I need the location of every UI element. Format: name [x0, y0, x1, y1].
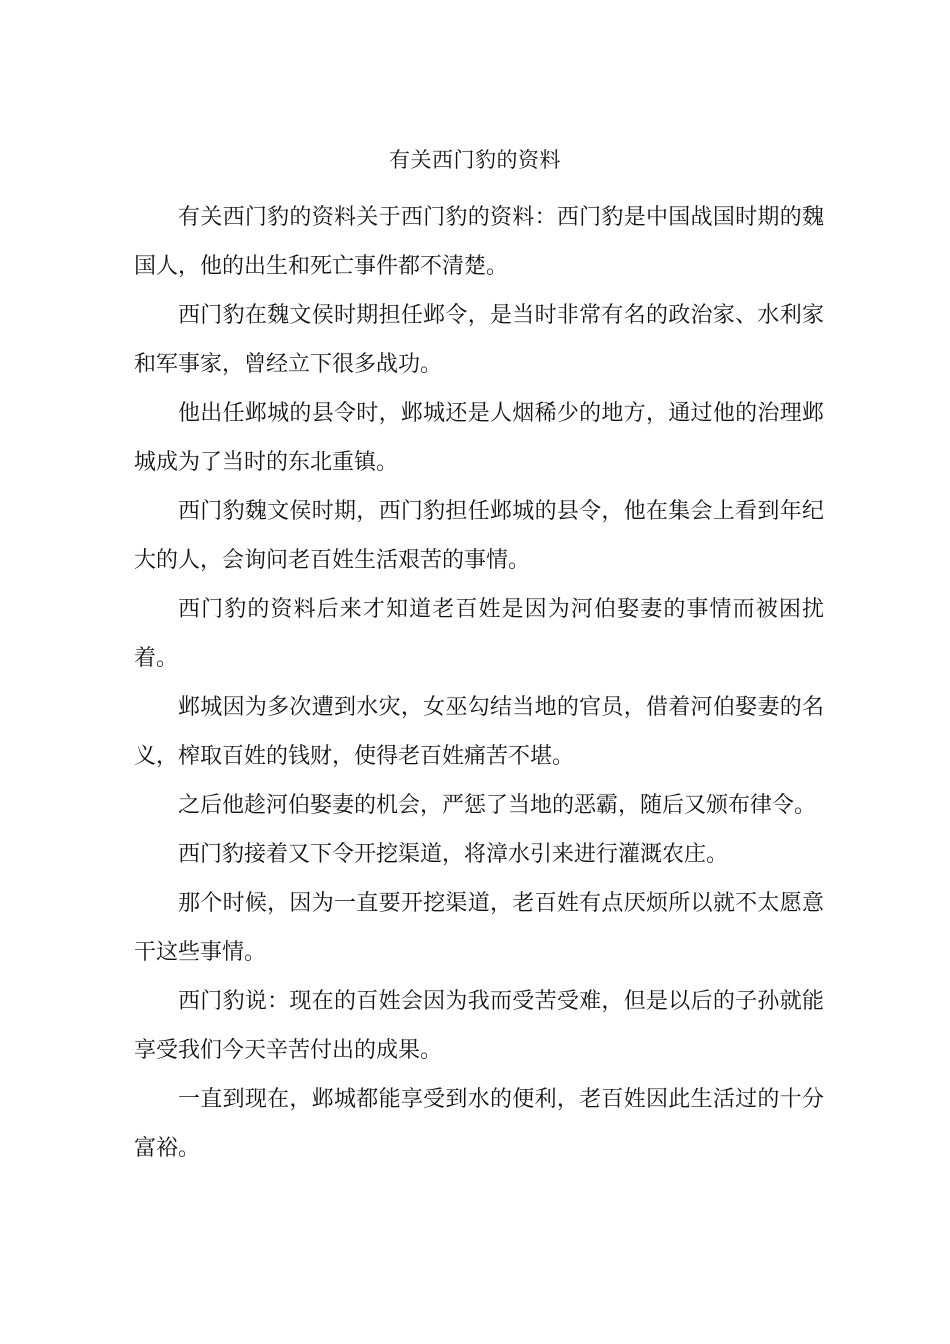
paragraph: 有关西门豹的资料关于西门豹的资料：西门豹是中国战国时期的魏国人，他的出生和死亡事件都不清楚。: [134, 205, 824, 279]
paragraph: 西门豹接着又下令开挖渠道，将漳水引来进行灌溉农庄。: [178, 842, 729, 867]
paragraph: 西门豹的资料后来才知道老百姓是因为河伯娶妻的事情而被困扰着。: [134, 597, 824, 671]
paragraph: 那个时候，因为一直要开挖渠道，老百姓有点厌烦所以就不太愿意干这些事情。: [134, 891, 824, 965]
document-title: 有关西门豹的资料: [389, 148, 561, 172]
paragraph: 一直到现在，邺城都能享受到水的便利，老百姓因此生活过的十分富裕。: [134, 1087, 824, 1161]
paragraph: 西门豹在魏文侯时期担任邺令，是当时非常有名的政治家、水利家和军事家，曾经立下很多战功。: [134, 303, 824, 377]
document-body: [134, 193, 824, 1173]
paragraph: 他出任邺城的县令时，邺城还是人烟稀少的地方，通过他的治理邺城成为了当时的东北重镇。: [134, 401, 824, 475]
paragraph: 之后他趁河伯娶妻的机会，严惩了当地的恶霸，随后又颁布律令。: [178, 793, 817, 818]
paragraph: 西门豹说：现在的百姓会因为我而受苦受难，但是以后的子孙就能享受我们今天辛苦付出的成果。: [134, 989, 824, 1063]
paragraph: 西门豹魏文侯时期，西门豹担任邺城的县令，他在集会上看到年纪大的人，会询问老百姓生活艰苦的事情。: [134, 499, 824, 573]
paragraph: 邺城因为多次遭到水灾，女巫勾结当地的官员，借着河伯娶妻的名义，榨取百姓的钱财，使得老百姓痛苦不堪。: [134, 695, 824, 769]
